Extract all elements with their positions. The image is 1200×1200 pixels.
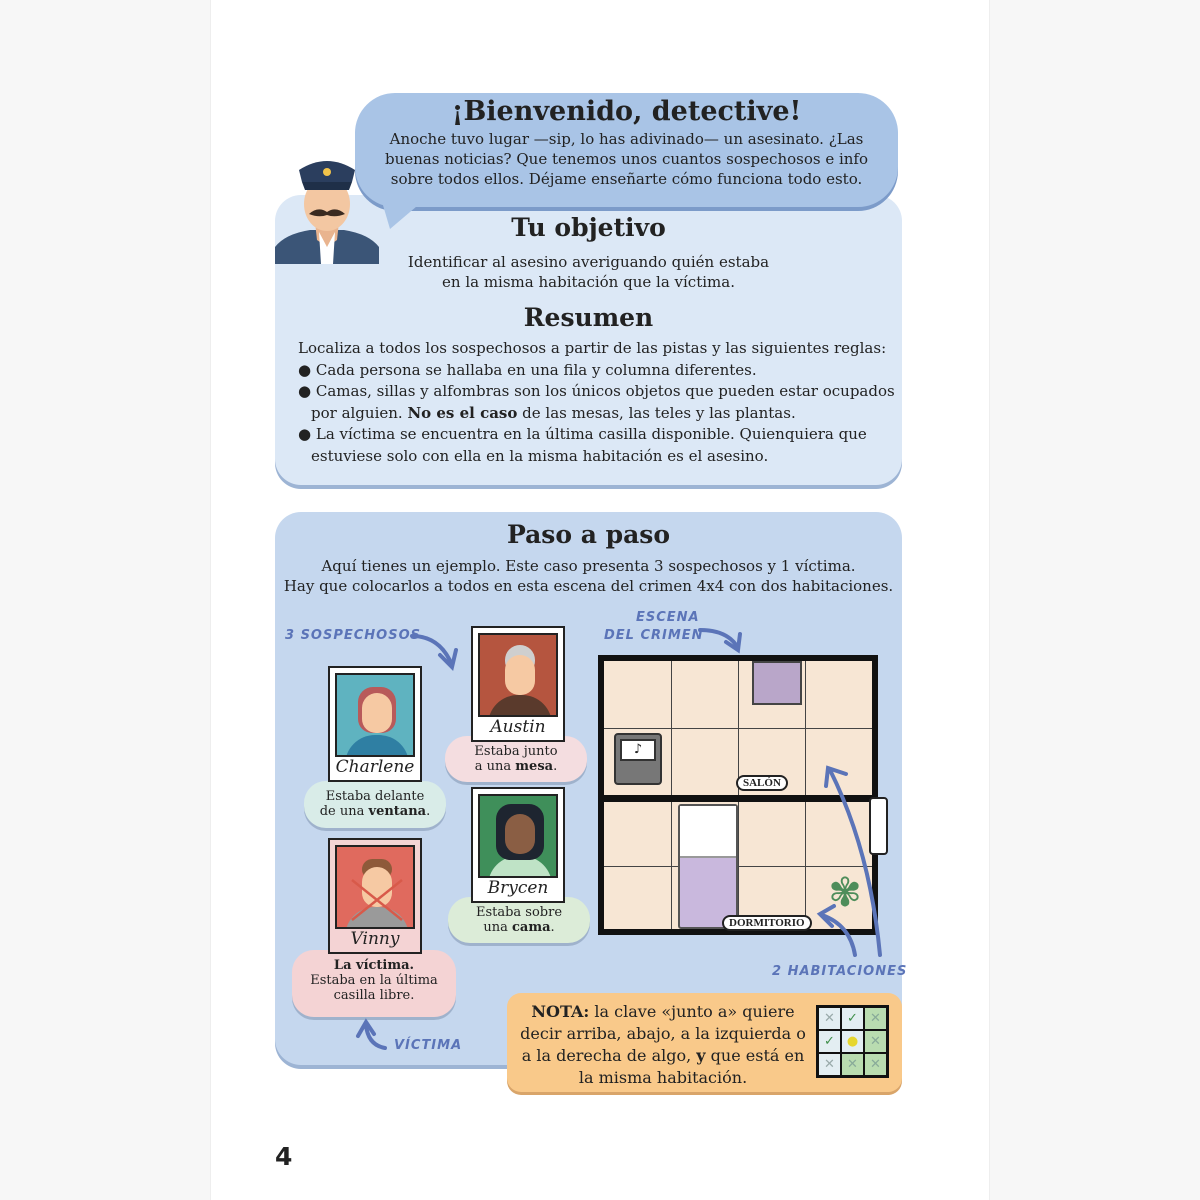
clue-bubble-charlene: Estaba delante de una ventana. — [304, 781, 446, 828]
clue-bubble-vinny: La víctima. Estaba en la última casilla libre. — [292, 950, 456, 1017]
tv-icon: ♪ — [614, 733, 662, 785]
scene-label-1: ESCENA — [636, 610, 700, 625]
clue-bubble-brycen: Estaba sobre una cama. — [448, 897, 590, 943]
note-text: NOTA: la clave «junto a» quiere decir arriba, abajo, a la izquierda o a la derecha de algo, y que está en la misma habitación. — [520, 1002, 806, 1087]
room-label-dormitorio: DORMITORIO — [722, 915, 812, 931]
cross-icon: ✕ — [865, 1008, 886, 1029]
steps-line: Hay que colocarlos a todos en esta escena del crimen 4x4 con dos habitaciones. — [283, 577, 894, 595]
suspect-card-brycen — [471, 787, 565, 903]
victim-card-vinny — [328, 838, 422, 954]
circle-icon: ● — [842, 1031, 863, 1052]
bed-icon — [678, 804, 738, 929]
objective-line: en la misma habitación que la víctima. — [442, 273, 735, 291]
rooms-label: 2 HABITACIONES — [772, 964, 908, 979]
suspects-label: 3 SOSPECHOSOS — [285, 628, 422, 643]
suspect-card-charlene — [328, 666, 422, 782]
police-officer-avatar — [275, 152, 379, 264]
cross-icon: ✕ — [842, 1054, 863, 1075]
crime-scene-grid — [598, 655, 878, 935]
adjacency-example-grid — [816, 1005, 889, 1078]
cross-out-icon — [347, 875, 407, 925]
check-icon: ✓ — [842, 1008, 863, 1029]
table-icon — [752, 661, 802, 705]
check-icon: ✓ — [819, 1031, 840, 1052]
room-wall — [604, 795, 872, 802]
summary-intro: Localiza a todos los sospechosos a partir de las pistas y las siguientes reglas: — [298, 339, 887, 357]
vinny-portrait — [335, 845, 415, 929]
steps-line: Aquí tienes un ejemplo. Este caso presenta 3 sospechosos y 1 víctima. — [321, 557, 856, 575]
welcome-line: Anoche tuvo lugar —sip, lo has adivinado— un asesinato. ¿Las — [389, 130, 864, 148]
charlene-portrait — [335, 673, 415, 757]
cross-icon: ✕ — [865, 1054, 886, 1075]
steps-title: Paso a paso — [506, 520, 671, 549]
suspect-name: Charlene — [335, 757, 415, 777]
rules-list — [298, 338, 898, 467]
welcome-line: buenas noticias? Que tenemos unos cuantos sospechosos e info — [384, 150, 869, 168]
victim-name: Vinny — [350, 929, 400, 949]
page-number: 4 — [275, 1142, 293, 1171]
rule-item: ● La víctima se encuentra en la última casilla disponible. Quienquiera que estuviese solo con ella en la misma habitación es el asesino. — [298, 425, 867, 465]
objective-title: Tu objetivo — [511, 213, 666, 242]
rule-item: ● Cada persona se hallaba en una fila y columna diferentes. — [298, 360, 757, 379]
cross-icon: ✕ — [865, 1031, 886, 1052]
cross-icon: ✕ — [819, 1054, 840, 1075]
brycen-portrait — [478, 794, 558, 878]
room-label-salon: SALÓN — [736, 775, 788, 791]
plant-icon: ✾ — [828, 870, 862, 916]
victim-label: VÍCTIMA — [394, 1038, 463, 1053]
welcome-speech-bubble — [355, 93, 898, 207]
objective-line: Identificar al asesino averiguando quién estaba — [407, 253, 770, 271]
welcome-line: sobre todos ellos. Déjame enseñarte cómo funciona todo esto. — [390, 170, 863, 188]
cross-icon: ✕ — [819, 1008, 840, 1029]
window-icon — [869, 797, 888, 855]
scene-label-2: DEL CRIMEN — [604, 628, 704, 643]
suspect-name: Austin — [490, 717, 546, 737]
suspect-name: Brycen — [487, 878, 549, 898]
suspect-card-austin — [471, 626, 565, 742]
rule-item: ● Camas, sillas y alfombras son los únicos objetos que pueden estar ocupados por alguien. No es el caso de las mesas, las teles y las plantas. — [298, 382, 895, 422]
welcome-title: ¡Bienvenido, detective! — [451, 96, 802, 127]
speech-bubble-tail — [380, 195, 430, 229]
summary-title: Resumen — [523, 303, 654, 332]
clue-bubble-austin: Estaba junto a una mesa. — [445, 736, 587, 782]
austin-portrait — [478, 633, 558, 717]
